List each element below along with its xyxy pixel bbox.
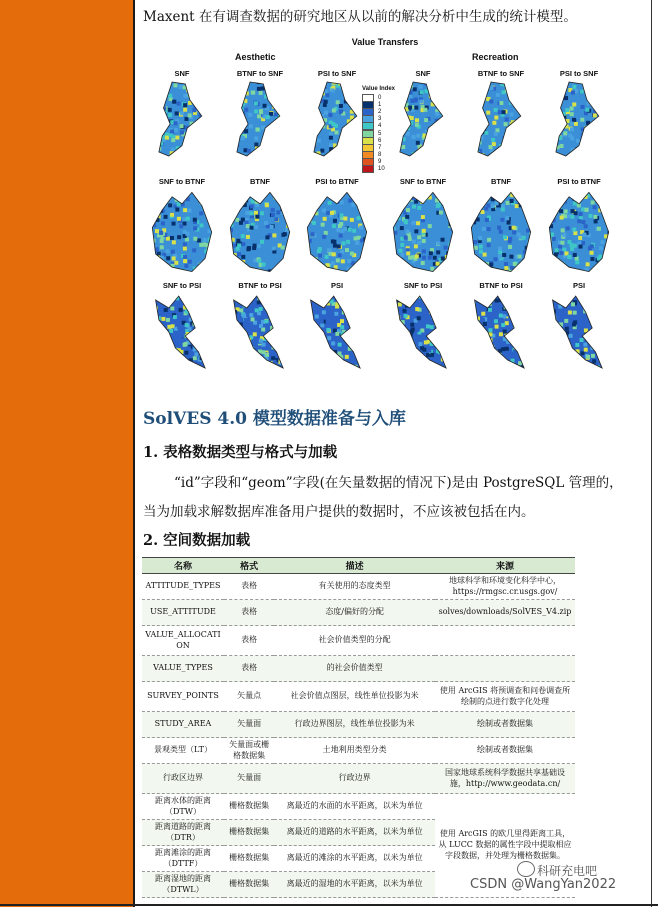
panel-label: SNF to PSI — [403, 281, 443, 290]
table-row — [142, 682, 575, 712]
cell-name: USE_ATTITUDE — [142, 600, 224, 626]
cell-name: 距离水体的距离（DTW） — [142, 794, 224, 820]
panel-label: PSI to SNF — [317, 69, 357, 78]
cell-name: SURVEY_POINTS — [142, 682, 224, 712]
cell-source: 绘制或者数据集 — [435, 712, 575, 738]
map-panel — [227, 292, 293, 372]
cell-source — [435, 656, 575, 682]
cell-name: VALUE_ALLOCATION — [142, 626, 224, 656]
value-index-legend — [362, 86, 410, 173]
table-row — [142, 712, 575, 738]
header-description: 描述 — [274, 558, 435, 574]
map-panel — [227, 80, 293, 160]
panel-label: SNF — [415, 69, 431, 78]
cell-format: 矢量面 — [224, 764, 274, 794]
legend-label: 9 — [378, 159, 382, 166]
cell-format: 表格 — [224, 626, 274, 656]
cell-desc: 土地利用类型分类 — [274, 738, 435, 764]
panel-label: BTNF — [250, 177, 270, 186]
header-format: 格式 — [224, 558, 274, 574]
map-panel — [390, 292, 456, 372]
cell-desc: 态度/偏好的分配 — [274, 600, 435, 626]
group-label-recreation: Recreation — [472, 52, 519, 62]
cell-desc: 行政边界图层，线性单位投影为米 — [274, 712, 435, 738]
paragraph-line-2: 当为加载求解数据库准备用户提供的数据时，不应该被包括在内。 — [143, 504, 535, 520]
cell-desc: 离最近的道路的水平距离，以米为单位 — [274, 820, 435, 846]
panel-label: PSI — [572, 281, 586, 290]
table-row — [142, 626, 575, 656]
cell-desc: 社会价值点图层，线性单位投影为米 — [274, 682, 435, 712]
subheading-table-data: 1. 表格数据类型与格式与加载 — [143, 444, 338, 461]
watermark-brand: 科研充电吧 — [537, 864, 598, 878]
table-row — [142, 574, 575, 600]
map-panel — [546, 188, 612, 276]
legend-label: 2 — [378, 108, 382, 115]
table-header-row — [142, 558, 575, 574]
map-panel — [149, 80, 215, 160]
table-row — [142, 656, 575, 682]
table-row — [142, 738, 575, 764]
cell-format: 栅格数据集 — [224, 872, 274, 898]
cell-name: ATTITUDE_TYPES — [142, 574, 224, 600]
map-panel — [468, 80, 534, 160]
cell-format: 栅格数据集 — [224, 846, 274, 872]
legend-label: 4 — [378, 123, 382, 130]
cell-format: 矢量面 — [224, 712, 274, 738]
cell-name: 距离道路的距离（DTR） — [142, 820, 224, 846]
panel-label: BTNF to SNF — [477, 69, 525, 78]
figure-title: Value Transfers — [351, 37, 419, 47]
left-color-bar — [0, 0, 133, 907]
legend-label: 1 — [378, 101, 382, 108]
panel-label: SNF to BTNF — [399, 177, 447, 186]
subheading-spatial-data: 2. 空间数据加载 — [143, 532, 251, 549]
cell-desc: 社会价值类型的分配 — [274, 626, 435, 656]
legend-label: 8 — [378, 152, 382, 159]
panel-label: BTNF to PSI — [479, 281, 523, 290]
cell-desc: 的社会价值类型 — [274, 656, 435, 682]
left-border-line — [133, 0, 135, 907]
cell-name: 距离湿地的距离（DTWL） — [142, 872, 224, 898]
map-panel — [546, 292, 612, 372]
legend-label: 10 — [378, 166, 385, 173]
map-panel — [149, 188, 215, 276]
map-panel — [304, 80, 370, 160]
legend-title: Value Index — [362, 86, 396, 92]
cell-source: solves/downloads/SolVES_V4.zip — [435, 600, 575, 626]
panel-label: SNF to PSI — [162, 281, 202, 290]
panel-label: SNF — [174, 69, 190, 78]
cell-desc: 有关使用的态度类型 — [274, 574, 435, 600]
cell-format: 表格 — [224, 574, 274, 600]
cell-desc: 离最近的滩涂的水平距离，以米为单位 — [274, 846, 435, 872]
panel-label: BTNF — [491, 177, 511, 186]
cell-format: 表格 — [224, 600, 274, 626]
legend-label: 3 — [378, 116, 382, 123]
cell-desc: 离最近的水面的水平距离，以米为单位 — [274, 794, 435, 820]
panel-label: PSI to BTNF — [315, 177, 359, 186]
cell-source-merged: 使用 ArcGIS 的欧几里得距离工具，从 LUCC 数据的属性字段中提取相应字段数据，并处理为栅格数据集。 — [435, 794, 575, 898]
csdn-watermark: CSDN @WangYan2022 — [470, 877, 617, 892]
map-panel — [546, 80, 612, 160]
spatial-data-table — [142, 557, 575, 898]
legend-item — [362, 166, 410, 173]
legend-label: 6 — [378, 137, 382, 144]
value-transfers-figure — [140, 34, 630, 384]
map-panel — [149, 292, 215, 372]
bottom-border-line — [0, 904, 658, 906]
cell-source — [435, 626, 575, 656]
cell-format: 矢量面或栅格数据集 — [224, 738, 274, 764]
cell-source: 使用 ArcGIS 将预调查和问卷调查所绘制的点进行数字化处理 — [435, 682, 575, 712]
section-heading-solves: SolVES 4.0 模型数据准备与入库 — [143, 409, 406, 429]
table-row — [142, 600, 575, 626]
header-name: 名称 — [142, 558, 224, 574]
cell-format: 栅格数据集 — [224, 794, 274, 820]
group-label-aesthetic: Aesthetic — [235, 52, 276, 62]
cell-name: VALUE_TYPES — [142, 656, 224, 682]
legend-label: 7 — [378, 144, 382, 151]
cell-name: 距离滩涂的距离（DTTF） — [142, 846, 224, 872]
cell-format: 栅格数据集 — [224, 820, 274, 846]
panel-label: BTNF to PSI — [238, 281, 282, 290]
panel-label: PSI to BTNF — [557, 177, 601, 186]
panel-label: PSI — [330, 281, 344, 290]
wechat-icon — [517, 861, 535, 877]
cell-desc: 行政边界 — [274, 764, 435, 794]
cell-name: 行政区边界 — [142, 764, 224, 794]
cell-name: 景观类型（LT） — [142, 738, 224, 764]
cell-source: 绘制或者数据集 — [435, 738, 575, 764]
table-row — [142, 794, 575, 820]
table-row — [142, 764, 575, 794]
panel-label: BTNF to SNF — [236, 69, 284, 78]
paragraph-line-1: “id”字段和“geom”字段(在矢量数据的情况下)是由 PostgreSQL 管理的， — [174, 475, 623, 491]
map-panel — [468, 188, 534, 276]
legend-label: 0 — [378, 94, 382, 101]
cell-source: 国家地球系统科学数据共享基础设施，http://www.geodata.cn/ — [435, 764, 575, 794]
map-panel — [468, 292, 534, 372]
legend-label: 5 — [378, 130, 382, 137]
cell-name: STUDY_AREA — [142, 712, 224, 738]
intro-text: Maxent 在有调查数据的研究地区从以前的解决分析中生成的统计模型。 — [143, 9, 577, 25]
right-border-line — [651, 0, 652, 907]
map-panel — [227, 188, 293, 276]
map-panel — [304, 292, 370, 372]
cell-source: 地球科学和环境变化科学中心，https://rmgsc.cr.usgs.gov/ — [435, 574, 575, 600]
header-source: 来源 — [435, 558, 575, 574]
panel-label: PSI to SNF — [559, 69, 599, 78]
map-panel — [304, 188, 370, 276]
map-panel — [390, 188, 456, 276]
cell-desc: 离最近的湿地的水平距离，以米为单位 — [274, 872, 435, 898]
cell-format: 矢量点 — [224, 682, 274, 712]
cell-format: 表格 — [224, 656, 274, 682]
panel-label: SNF to BTNF — [158, 177, 206, 186]
legend-swatch — [362, 165, 374, 173]
